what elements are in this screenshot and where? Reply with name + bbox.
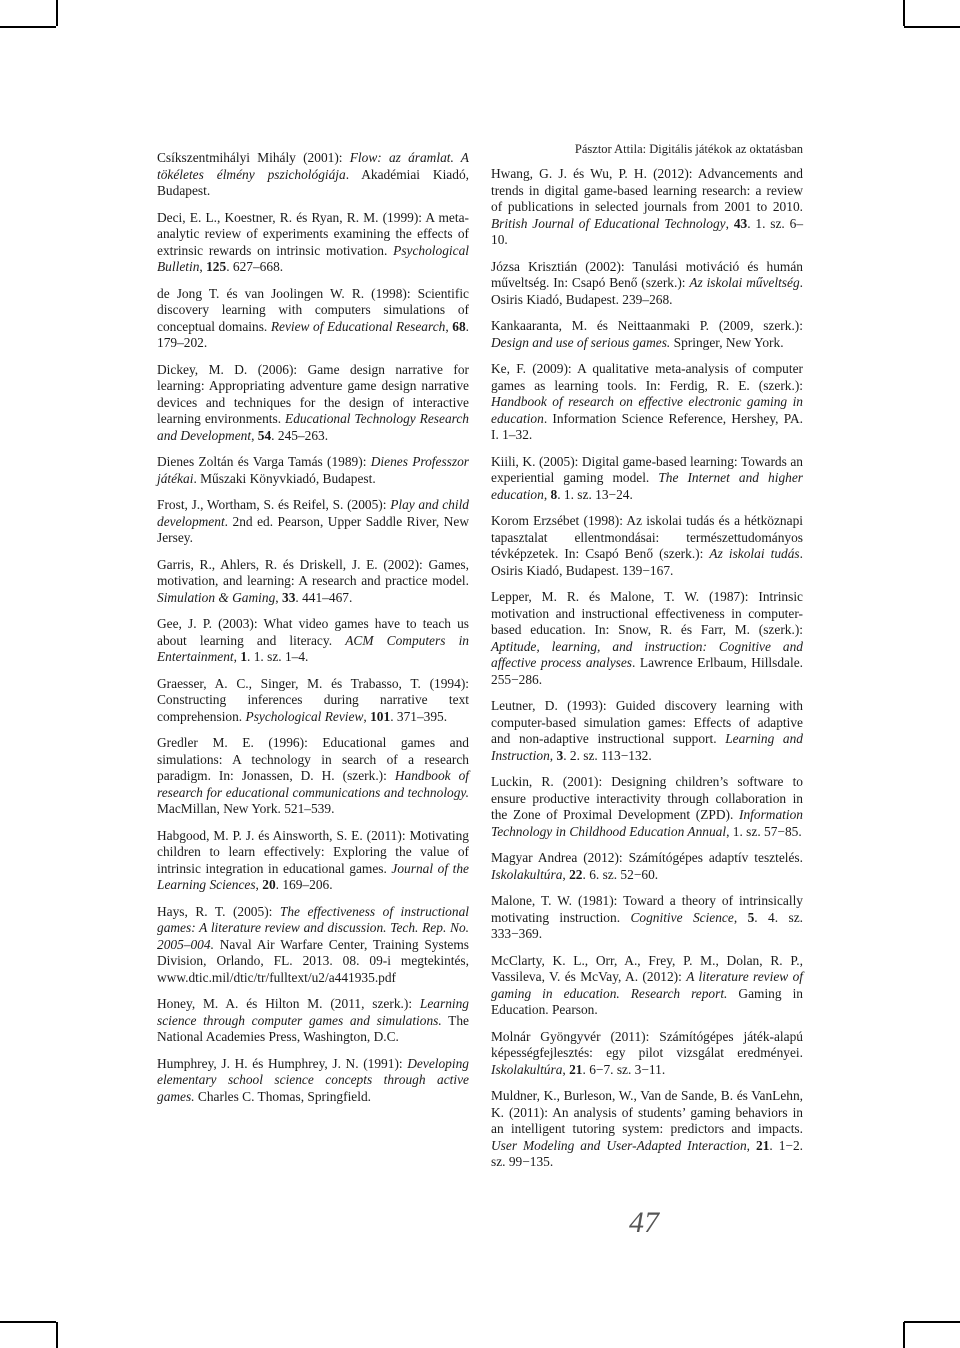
reference-text: Dickey, M. D. (2006): Game design narrative for learning: Appropriating adventure game design narrative devices and techniques for the design of interactive learning environments.: [157, 361, 469, 426]
reference-text: ,: [275, 589, 282, 605]
reference-entry: [491, 893, 803, 943]
crop-mark: [903, 0, 905, 26]
reference-text: Korom Erzsébet (1998): Az iskolai tudás és a hétköznapi tapasztalat ellentmondásai: természettudományos tévképzetek. In: Csapó Benő (szerk.):: [491, 513, 803, 561]
reference-entry: [157, 362, 469, 445]
reference-text: Charles C. Thomas, Springfield.: [194, 1088, 371, 1104]
reference-text: ,: [746, 1137, 756, 1153]
reference-text: . 1−2. sz. 99−135.: [491, 1137, 803, 1169]
reference-text: . Műszaki Könyvkiadó, Budapest.: [193, 470, 376, 486]
crop-mark: [904, 26, 960, 28]
reference-text: A literature review of gaming in education. Research report.: [491, 969, 803, 1001]
reference-text: Developing elementary school science concepts through active games.: [157, 1055, 469, 1104]
reference-text: Honey, M. A. és Hilton M. (2011, szerk.):: [157, 996, 420, 1011]
reference-text: Gaming in Education. Pearson.: [491, 985, 803, 1017]
reference-text: Malone, T. W. (1981): Toward a theory of intrinsically motivating instruction.: [491, 893, 803, 925]
reference-text: The National Academies Press, Washington, D.C.: [157, 1012, 469, 1044]
reference-entry: [157, 150, 469, 200]
reference-text: Learning and Instruction: [491, 731, 803, 763]
reference-text: 1: [240, 649, 248, 664]
reference-text: Dienes Zoltán és Varga Tamás (1989):: [157, 454, 371, 469]
reference-text: Aptitude, learning, and instruction: Cognitive and affective process analyses: [491, 638, 803, 670]
reference-text: . Akadémiai Kiadó, Budapest.: [157, 166, 469, 198]
reference-entry: [157, 497, 469, 547]
reference-text: Psychological Review: [245, 708, 364, 724]
reference-text: Cognitive Science: [630, 909, 734, 925]
reference-text: Gredler M. E. (1996): Educational games and simulations: A technology in search of a research paradigm. In: Jonassen, D. H. (szerk.):: [157, 735, 469, 783]
reference-text: Humphrey, J. H. és Humphrey, J. N. (1991):: [157, 1055, 408, 1071]
running-header: Pásztor Attila: Digitális játékok az oktatásban: [574, 142, 803, 156]
reference-text: ,: [562, 866, 570, 882]
reference-text: 125: [206, 259, 227, 274]
reference-text: . 627–668.: [226, 259, 284, 274]
reference-text: The effectiveness of instructional games: A literature review and discussion. Tech. Rep. No. 2005–004.: [157, 903, 469, 952]
reference-entry: [491, 361, 803, 444]
page-number: 47: [629, 1206, 659, 1239]
reference-text: . 1. sz. 13−24.: [557, 486, 633, 502]
reference-text: Naval Air Warfare Center, Training Systems Division, Orlando, FL. 2013. 08. 09-i megtekintés, www.dtic.mil/dtic/tr/fulltext/u2/a441935.pdf: [157, 936, 469, 985]
reference-text: Luckin, R. (2001): Designing children’s software to ensure productive interactivity through collaboration in the Zone of Proximal Development (ZPD).: [491, 774, 803, 822]
reference-text: . 245–263.: [271, 427, 329, 443]
reference-text: Review of Educational Research: [270, 318, 446, 334]
reference-text: Frost, J., Wortham, S. és Reifel, S. (2005):: [157, 497, 391, 512]
reference-text: Handbook of research for educational communications and technology.: [157, 768, 469, 800]
reference-text: Kankaaranta, M. és Neittaanmaki P. (2009, szerk.):: [491, 318, 803, 333]
reference-text: Iskolakultúra: [491, 866, 563, 882]
reference-entry: [491, 850, 803, 883]
reference-text: British Journal of Educational Technology: [491, 215, 726, 231]
reference-text: . 4. sz. 333−369.: [491, 909, 803, 941]
reference-text: . 169–206.: [275, 877, 333, 892]
reference-text: 43: [733, 215, 748, 231]
reference-text: Play and child development: [157, 497, 469, 529]
reference-entry: [157, 616, 469, 666]
reference-text: ,: [199, 259, 207, 274]
reference-text: , 1. sz. 57−85.: [726, 823, 802, 839]
reference-text: Molnár Gyöngyvér (2011): Számítógépes játék-alapú képességfejlesztés: egy pilot vizsgálat eredményei.: [491, 1028, 803, 1060]
reference-text: Magyar Andrea (2012): Számítógépes adaptív tesztelés.: [491, 850, 803, 865]
reference-text: 5: [747, 909, 755, 925]
reference-text: Kiili, K. (2005): Digital game-based learning: Towards an experiential gaming model.: [491, 453, 803, 485]
reference-entry: [157, 286, 469, 352]
reference-text: Handbook of research on effective electronic gaming in education: [491, 394, 803, 426]
reference-entry: [491, 953, 803, 1019]
reference-text: 33: [282, 589, 296, 605]
reference-text: . Osiris Kiadó, Budapest. 239–268.: [491, 275, 804, 307]
reference-text: 22: [569, 866, 583, 882]
reference-text: . 2. sz. 113−132.: [563, 747, 652, 763]
reference-text: 101: [370, 708, 391, 724]
reference-text: Leutner, D. (1993): Guided discovery learning with computer-based simulation games: Effects of adaptive and non-adaptive instructional support.: [491, 698, 803, 746]
reference-text: Gee, J. P. (2003): What video games have to teach us about learning and literacy.: [157, 616, 469, 648]
reference-text: ,: [725, 215, 734, 231]
reference-text: . Osiris Kiadó, Budapest. 139−167.: [491, 546, 804, 578]
reference-text: ,: [543, 486, 551, 502]
reference-entry: [157, 996, 469, 1046]
crop-mark: [903, 1322, 905, 1348]
reference-text: Hays, R. T. (2005):: [157, 903, 280, 919]
reference-text: Az iskolai tudás: [709, 546, 800, 561]
reference-text: ,: [733, 909, 748, 925]
reference-text: Design and use of serious games.: [491, 334, 671, 350]
reference-text: ,: [251, 427, 258, 443]
reference-text: . 441–467.: [295, 589, 353, 605]
reference-entry: [491, 1088, 803, 1171]
reference-text: 21: [756, 1137, 770, 1153]
reference-text: Józsa Krisztián (2002): Tanulási motiváció és humán műveltség. In: Csapó Benő (szerk.):: [491, 258, 803, 290]
reference-entry: [157, 828, 469, 894]
reference-text: ,: [255, 877, 263, 892]
reference-text: 68: [452, 318, 466, 334]
reference-text: . Lawrence Erlbaum, Hillsdale. 255−286.: [491, 655, 803, 687]
reference-text: 54: [257, 427, 272, 443]
reference-entry: [157, 557, 469, 607]
reference-entry: [491, 698, 803, 764]
reference-entry: [157, 735, 469, 818]
reference-entry: [491, 513, 803, 579]
crop-mark: [0, 1321, 56, 1323]
reference-text: MacMillan, New York. 521–539.: [157, 801, 335, 816]
reference-text: Graesser, A. C., Singer, M. és Trabasso, T. (1994): Constructing inferences during narrative text comprehension.: [157, 675, 469, 724]
reference-text: The Internet and higher education: [491, 470, 803, 502]
reference-entry: [157, 454, 469, 487]
reference-text: Educational Technology Research and Development: [157, 411, 469, 443]
crop-mark: [904, 1321, 960, 1323]
reference-text: Journal of the Learning Sciences: [157, 860, 469, 892]
reference-text: Iskolakultúra: [491, 1061, 563, 1077]
reference-entry: [491, 774, 803, 840]
reference-entry: [491, 318, 803, 351]
reference-text: 8: [550, 486, 558, 502]
reference-text: . Information Science Reference, Hershey, PA. I. 1–32.: [491, 410, 803, 442]
reference-text: McClarty, K. L., Orr, A., Frey, P. M., Dolan, R. P., Vassileva, V. és McVay, A. (2012):: [491, 952, 803, 984]
reference-text: Psychological Bulletin: [157, 242, 469, 274]
reference-text: ,: [363, 708, 371, 724]
reference-text: Simulation & Gaming: [157, 589, 276, 605]
reference-text: . 1. sz. 1–4.: [247, 649, 309, 664]
reference-text: Garris, R., Ahlers, R. és Driskell, J. E. (2002): Games, motivation, and learning: A research and practice model.: [157, 556, 469, 588]
reference-text: . 1. sz. 6–10.: [491, 215, 804, 247]
reference-text: . 179–202.: [157, 318, 469, 350]
reference-text: Csíkszentmihályi Mihály (2001):: [157, 150, 350, 165]
reference-text: 3: [556, 747, 564, 763]
reference-entry: [491, 259, 803, 309]
reference-entry: [157, 676, 469, 726]
references-right-column: [491, 166, 803, 1181]
reference-entry: [491, 166, 803, 249]
reference-entry: [157, 904, 469, 987]
reference-text: ,: [445, 318, 453, 334]
crop-mark: [56, 0, 58, 26]
reference-entry: [157, 210, 469, 276]
reference-text: Springer, New York.: [670, 334, 784, 350]
reference-text: Muldner, K., Burleson, W., Van de Sande, B. és VanLehn, K. (2011): An analysis of students’ gaming behaviors in an intelligent tutoring system: predictors and impacts.: [491, 1088, 803, 1136]
reference-text: . 6−7. sz. 3−11.: [582, 1061, 666, 1077]
reference-text: Az iskolai műveltség: [689, 275, 800, 290]
reference-text: 20: [262, 877, 276, 892]
reference-text: . 6. sz. 52−60.: [582, 866, 659, 882]
crop-mark: [56, 1322, 58, 1348]
reference-text: Flow: az áramlat. A tökéletes élmény pszichológiája: [157, 150, 469, 182]
reference-text: Dienes Professzor játékai: [157, 454, 470, 486]
reference-entry: [157, 1056, 469, 1106]
reference-text: ACM Computers in Entertainment: [157, 632, 469, 664]
reference-text: User Modeling and User-Adapted Interaction: [491, 1137, 747, 1153]
reference-text: de Jong T. és van Joolingen W. R. (1998): Scientific discovery learning with computers simulations of conceptual domains.: [157, 285, 469, 334]
reference-text: Deci, E. L., Koestner, R. és Ryan, R. M. (1999): A meta-analytic review of experiments examining the effects of extrinsic rewards on intrinsic motivation.: [157, 209, 469, 258]
reference-entry: [491, 589, 803, 688]
reference-text: Habgood, M. P. J. és Ainsworth, S. E. (2011): Motivating children to learn effectively: Exploring the value of intrinsic integration in educational games.: [157, 827, 469, 876]
crop-mark: [0, 26, 56, 28]
reference-text: ,: [233, 649, 241, 664]
reference-entry: [491, 454, 803, 504]
reference-entry: [491, 1029, 803, 1079]
reference-text: . 2nd ed. Pearson, Upper Saddle River, New Jersey.: [157, 513, 469, 545]
references-left-column: [157, 150, 469, 1115]
reference-text: Lepper, M. R. és Malone, T. W. (1987): Intrinsic motivation and instructional effectiveness in computer-based education. In: Snow, R. és Farr, M. (szerk.):: [491, 589, 803, 637]
reference-text: ,: [562, 1061, 570, 1077]
reference-text: Information Technology in Childhood Education Annual: [491, 807, 803, 839]
reference-text: 21: [569, 1061, 583, 1077]
reference-text: Hwang, G. J. és Wu, P. H. (2012): Advancements and trends in digital game-based learning research: a review of publications in selected journals from 2001 to 2010.: [491, 166, 803, 214]
reference-text: . 371–395.: [390, 708, 448, 724]
reference-text: Learning science through computer games and simulations.: [157, 996, 469, 1028]
reference-text: Ke, F. (2009): A qualitative meta-analysis of computer games as learning tools. In: Ferdig, R. E. (szerk.):: [491, 361, 803, 393]
reference-text: ,: [549, 747, 557, 763]
